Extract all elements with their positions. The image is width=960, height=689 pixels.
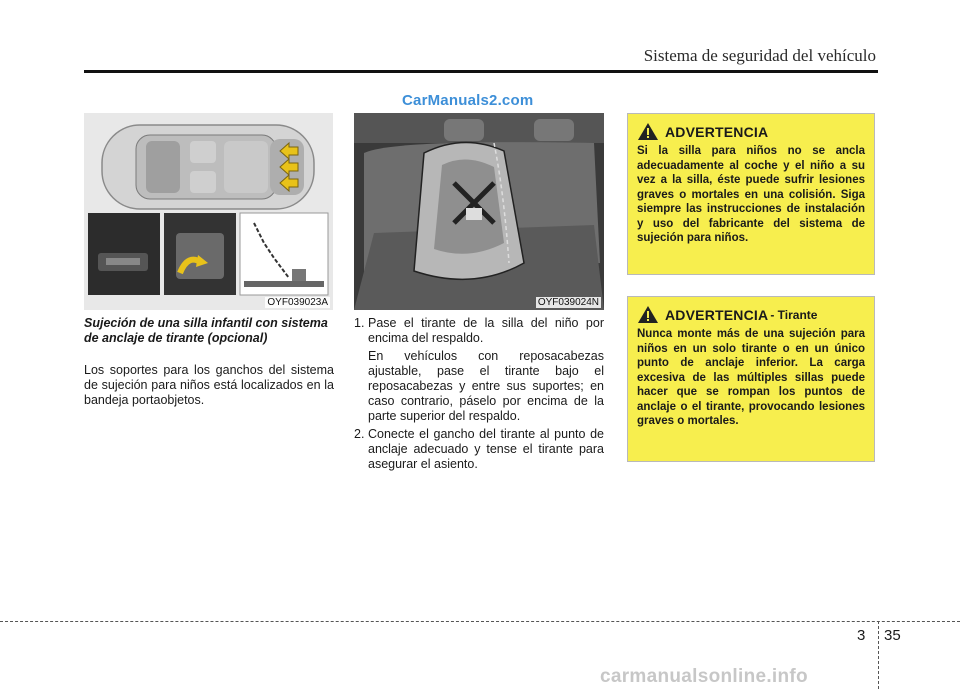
warning-text: Nunca monte más de una sujeción para niños en un solo tirante o en un único punto de anclaje inferior. La carga excesiva de las múltiples sillas puede hacer que se rompan los puntos de anclaje o el tirante, provocando lesiones graves o mortales. [637, 328, 865, 427]
warning-box-1 [627, 113, 875, 275]
warning-title: ADVERTENCIA [665, 306, 769, 323]
step-text: Conecte el gancho del tirante al punto de anclaje adecuado y tense el tirante para asegurar el asiento. [368, 427, 604, 471]
warning-subtitle: - Tirante [770, 307, 818, 322]
figure-car-top-view [84, 113, 333, 310]
child-seat-illustration [354, 113, 604, 310]
figure-code-2: OYF039024N [537, 297, 599, 308]
steps-list [354, 316, 604, 475]
car-anchor-illustration [84, 113, 333, 310]
warning-triangle-icon [637, 305, 659, 324]
footer-rule [0, 621, 960, 622]
step-number: 2. [354, 427, 365, 441]
footer-divider [878, 621, 879, 689]
warning-title: ADVERTENCIA [665, 123, 769, 140]
figure-child-seat [354, 113, 604, 310]
step-1 [354, 316, 604, 424]
figure-code-1: OYF039023A [267, 297, 328, 308]
page-number: 35 [884, 627, 901, 644]
step-2 [354, 427, 604, 472]
warning-box-2 [627, 296, 875, 462]
section-caption: Sujeción de una silla infantil con sistema de anclaje de tirante (opcional) [84, 316, 328, 345]
header-title: Sistema de seguridad del vehículo [643, 46, 876, 65]
page-chapter: 3 [857, 627, 866, 644]
warning-text: Si la silla para niños no se ancla adecuadamente al coche y el niño a su vez a la silla, éste puede sufrir lesiones graves o mortales en una colisión. Siga siempre las instrucciones de instalación y uso del fabricante del sistema de sujeción para niños. [637, 145, 865, 244]
header-rule [84, 70, 878, 73]
warning-triangle-icon [637, 122, 659, 141]
step-number: 1. [354, 316, 365, 330]
step-text: Pase el tirante de la silla del niño por encima del respaldo. [368, 316, 604, 345]
step-extra: En vehículos con reposacabezas ajustable, pase el tirante bajo el reposacabezas y entre sus suportes; en caso contrario, páselo por encima de la parte superior del respaldo. [368, 349, 604, 423]
section-body: Los soportes para los ganchos del sistema de sujeción para niños está localizados en la bandeja portaobjetos. [84, 363, 334, 407]
watermark-top[interactable]: CarManuals2.com [402, 92, 534, 109]
watermark-bottom[interactable]: carmanualsonline.info [600, 666, 808, 687]
